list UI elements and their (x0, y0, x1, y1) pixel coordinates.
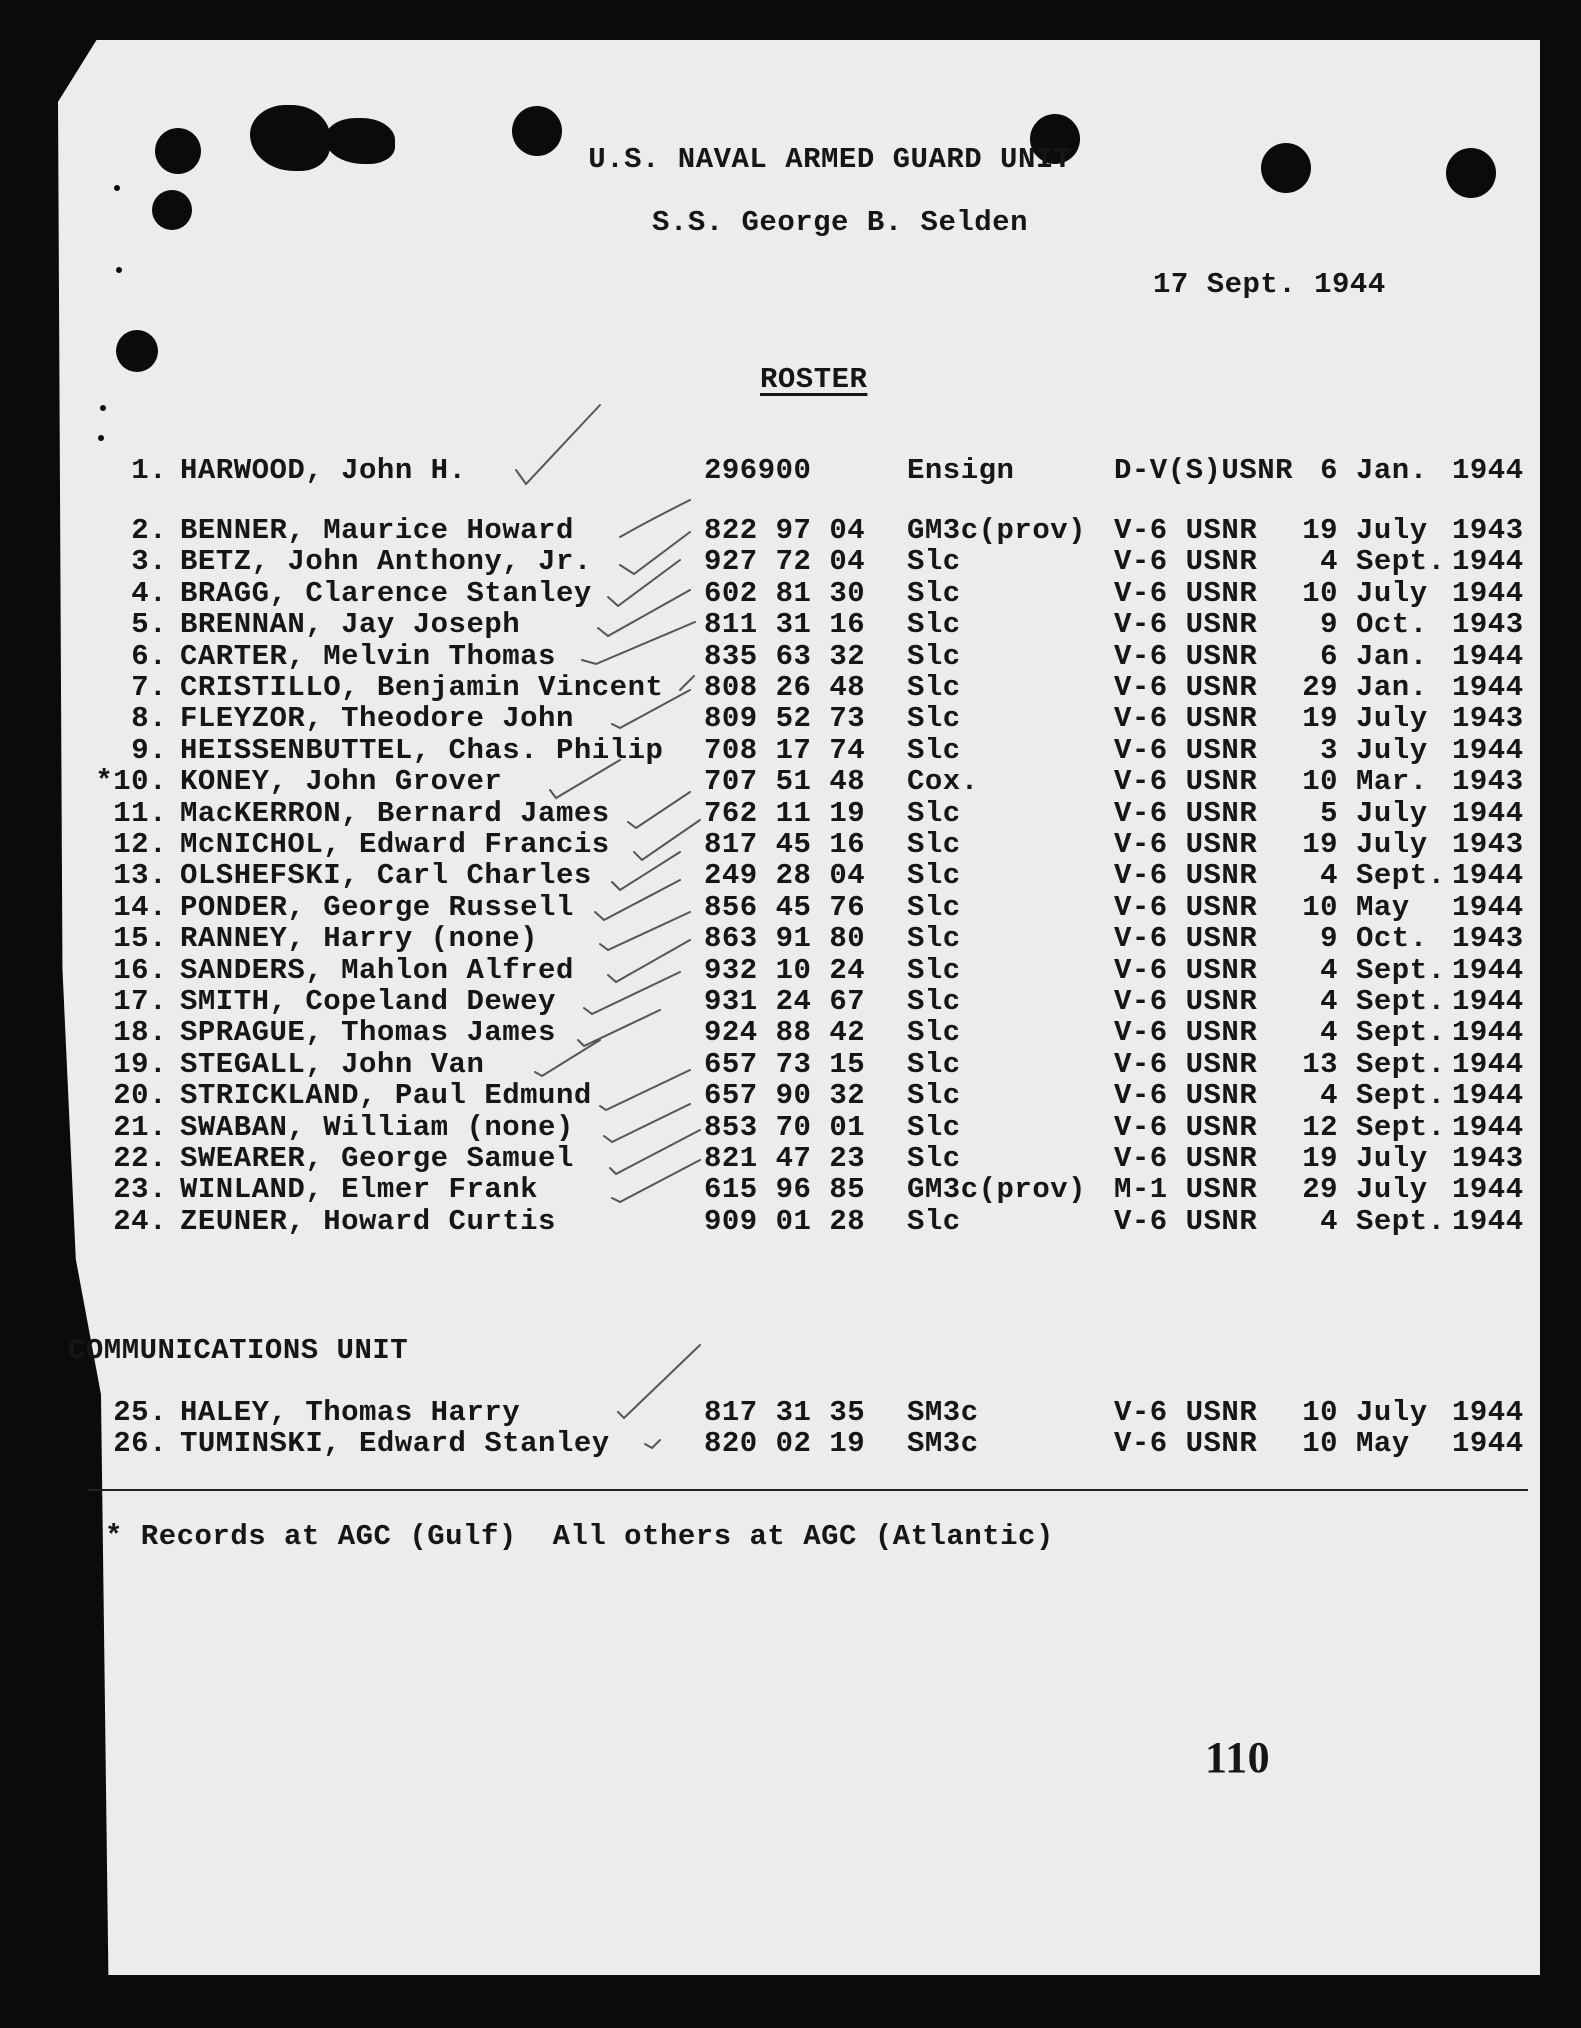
member-name: RANNEY, Harry (none) (180, 922, 539, 956)
date-day: 13 (1302, 1047, 1338, 1081)
classification: V-6 USNR (1114, 1396, 1258, 1429)
page-number: 110 (1205, 1733, 1271, 1782)
member-name: STRICKLAND, Paul Edmund (180, 1079, 592, 1113)
rate: Slc (907, 1110, 961, 1144)
rate: Slc (907, 953, 961, 987)
rate: Slc (907, 796, 961, 830)
roster-row (0, 672, 1581, 704)
date-year: 1943 (1452, 514, 1524, 547)
date-day: 4 (1320, 545, 1338, 579)
rate: Slc (907, 671, 961, 704)
row-number: 22. (113, 1142, 167, 1175)
service-number: 822 97 04 (704, 514, 866, 547)
date-year: 1944 (1452, 454, 1524, 487)
member-name: CRISTILLO, Benjamin Vincent (180, 671, 664, 704)
rate: Slc (907, 922, 961, 956)
row-number: 11. (113, 796, 167, 830)
footnote-rule (88, 1489, 1528, 1491)
date-year: 1944 (1452, 1079, 1524, 1113)
date-year: 1943 (1452, 1142, 1524, 1175)
row-number: 26. (113, 1427, 167, 1460)
roster-row (0, 1080, 1581, 1112)
date-year: 1944 (1452, 576, 1524, 610)
date-month: Sept. (1356, 953, 1446, 987)
date-year: 1944 (1452, 1047, 1524, 1081)
roster-row-officer (0, 455, 1581, 487)
row-number: 19. (113, 1047, 167, 1081)
date-day: 12 (1302, 1110, 1338, 1144)
row-number: 24. (113, 1204, 167, 1238)
rate: Slc (907, 608, 961, 642)
member-name: BRAGG, Clarence Stanley (180, 576, 592, 610)
row-number: 9. (131, 733, 167, 767)
date-month: Jan. (1356, 671, 1428, 704)
date-day: 19 (1302, 1142, 1338, 1175)
rate: Cox. (907, 765, 979, 799)
date-month: Jan. (1356, 639, 1428, 673)
classification: V-6 USNR (1114, 1142, 1258, 1175)
roster-row (0, 546, 1581, 578)
classification: V-6 USNR (1114, 733, 1258, 767)
date-year: 1944 (1452, 953, 1524, 987)
date-day: 4 (1320, 953, 1338, 987)
row-number: 5. (131, 608, 167, 642)
date-year: 1944 (1452, 1396, 1524, 1429)
date-day: 6 (1320, 454, 1338, 487)
service-number: 932 10 24 (704, 953, 866, 987)
classification: V-6 USNR (1114, 1427, 1258, 1460)
member-name: WINLAND, Elmer Frank (180, 1173, 539, 1207)
service-number: 909 01 28 (704, 1204, 866, 1238)
service-number: 835 63 32 (704, 639, 866, 673)
date-year: 1944 (1452, 1204, 1524, 1238)
roster-row (0, 798, 1581, 830)
member-name: CARTER, Melvin Thomas (180, 639, 556, 673)
member-name: HEISSENBUTTEL, Chas. Philip (180, 733, 664, 767)
classification: V-6 USNR (1114, 514, 1258, 547)
date-year: 1944 (1452, 890, 1524, 924)
ship-name: S.S. George B. Selden (652, 206, 1028, 239)
service-number: 856 45 76 (704, 890, 866, 924)
roster-row (0, 578, 1581, 610)
roster-row (0, 986, 1581, 1018)
roster-row (0, 766, 1581, 798)
date-year: 1944 (1452, 1016, 1524, 1050)
date-year: 1943 (1452, 828, 1524, 861)
rate: Slc (907, 890, 961, 924)
service-number: 809 52 73 (704, 702, 866, 736)
service-number: 853 70 01 (704, 1110, 866, 1144)
member-name: HARWOOD, John H. (180, 454, 467, 487)
service-number: 708 17 74 (704, 733, 866, 767)
member-name: PONDER, George Russell (180, 890, 574, 924)
date-day: 4 (1320, 859, 1338, 893)
roster-row (0, 829, 1581, 861)
date-day: 10 (1302, 765, 1338, 799)
service-number: 657 73 15 (704, 1047, 866, 1081)
date-month: Jan. (1356, 454, 1428, 487)
row-number: 20. (113, 1079, 167, 1113)
roster-row (0, 860, 1581, 892)
service-number: 863 91 80 (704, 922, 866, 956)
date-year: 1943 (1452, 608, 1524, 642)
date-year: 1944 (1452, 545, 1524, 579)
member-name: SANDERS, Mahlon Alfred (180, 953, 574, 987)
row-number: 1. (131, 454, 167, 487)
classification: V-6 USNR (1114, 985, 1258, 1018)
date-month: Sept. (1356, 1204, 1446, 1238)
rate: GM3c(prov) (907, 1173, 1087, 1207)
punch-hole (116, 330, 158, 372)
rate: GM3c(prov) (907, 514, 1087, 547)
date-month: Sept. (1356, 985, 1446, 1018)
service-number: 924 88 42 (704, 1016, 866, 1050)
member-name: BRENNAN, Jay Joseph (180, 608, 521, 642)
date-year: 1944 (1452, 733, 1524, 767)
service-number: 811 31 16 (704, 608, 866, 642)
date-year: 1944 (1452, 796, 1524, 830)
date-year: 1944 (1452, 859, 1524, 893)
classification: V-6 USNR (1114, 828, 1258, 861)
classification: V-6 USNR (1114, 702, 1258, 736)
date-month: Sept. (1356, 545, 1446, 579)
row-number: 16. (113, 953, 167, 987)
classification: V-6 USNR (1114, 608, 1258, 642)
classification: V-6 USNR (1114, 545, 1258, 579)
date-day: 10 (1302, 1427, 1338, 1460)
document-date: 17 Sept. 1944 (1153, 268, 1386, 301)
rate: Slc (907, 702, 961, 736)
date-year: 1944 (1452, 985, 1524, 1018)
roster-row (0, 923, 1581, 955)
roster-row (0, 1174, 1581, 1206)
date-month: July (1356, 1396, 1428, 1429)
roster-title: ROSTER (760, 363, 868, 396)
classification: V-6 USNR (1114, 859, 1258, 893)
date-month: May (1356, 890, 1410, 924)
date-day: 9 (1320, 608, 1338, 642)
row-number: 17. (113, 985, 167, 1018)
roster-row (0, 1143, 1581, 1175)
row-number: 13. (113, 859, 167, 893)
service-number: 817 45 16 (704, 828, 866, 861)
rate: SM3c (907, 1427, 979, 1460)
member-name: SMITH, Copeland Dewey (180, 985, 556, 1018)
classification: V-6 USNR (1114, 1016, 1258, 1050)
classification: V-6 USNR (1114, 953, 1258, 987)
row-number: 21. (113, 1110, 167, 1144)
date-year: 1944 (1452, 1173, 1524, 1207)
date-month: July (1356, 514, 1428, 547)
punch-hole (1261, 143, 1311, 193)
edge-mark (116, 267, 122, 273)
service-number: 296900 (704, 454, 812, 487)
row-number: 25. (113, 1396, 167, 1429)
member-name: OLSHEFSKI, Carl Charles (180, 859, 592, 893)
date-month: July (1356, 828, 1428, 861)
date-day: 5 (1320, 796, 1338, 830)
row-number: 18. (113, 1016, 167, 1050)
rate: Slc (907, 985, 961, 1018)
service-number: 927 72 04 (704, 545, 866, 579)
punch-hole (155, 128, 201, 174)
date-month: July (1356, 1142, 1428, 1175)
roster-row (0, 703, 1581, 735)
row-number: 4. (131, 576, 167, 610)
date-day: 29 (1302, 671, 1338, 704)
classification: V-6 USNR (1114, 922, 1258, 956)
classification: V-6 USNR (1114, 890, 1258, 924)
date-year: 1943 (1452, 922, 1524, 956)
service-number: 820 02 19 (704, 1427, 866, 1460)
rate: Slc (907, 1142, 961, 1175)
classification: V-6 USNR (1114, 576, 1258, 610)
row-number: 7. (131, 671, 167, 704)
roster-row (0, 1049, 1581, 1081)
classification: M-1 USNR (1114, 1173, 1258, 1207)
roster-row (0, 1017, 1581, 1049)
row-number: 3. (131, 545, 167, 579)
date-day: 19 (1302, 514, 1338, 547)
date-day: 19 (1302, 828, 1338, 861)
date-month: Sept. (1356, 1016, 1446, 1050)
edge-mark (100, 405, 106, 411)
punch-hole (152, 190, 192, 230)
roster-row (0, 1112, 1581, 1144)
date-month: July (1356, 733, 1428, 767)
date-month: Mar. (1356, 765, 1428, 799)
date-day: 4 (1320, 1079, 1338, 1113)
member-name: BENNER, Maurice Howard (180, 514, 574, 547)
rate: Slc (907, 733, 961, 767)
date-day: 19 (1302, 702, 1338, 736)
classification: V-6 USNR (1114, 1047, 1258, 1081)
member-name: MacKERRON, Bernard James (180, 796, 610, 830)
communications-heading: COMMUNICATIONS UNIT (68, 1334, 409, 1367)
row-number: 14. (113, 890, 167, 924)
member-name: FLEYZOR, Theodore John (180, 702, 574, 736)
roster-row (0, 892, 1581, 924)
rate: Ensign (907, 454, 1015, 487)
date-day: 9 (1320, 922, 1338, 956)
date-day: 4 (1320, 1204, 1338, 1238)
edge-mark (114, 185, 120, 191)
rate: Slc (907, 576, 961, 610)
rate: Slc (907, 545, 961, 579)
date-month: Sept. (1356, 1110, 1446, 1144)
roster-row (0, 955, 1581, 987)
roster-row (0, 1397, 1581, 1429)
member-name: SWEARER, George Samuel (180, 1142, 574, 1175)
classification: V-6 USNR (1114, 796, 1258, 830)
service-number: 821 47 23 (704, 1142, 866, 1175)
date-year: 1943 (1452, 702, 1524, 736)
date-month: July (1356, 796, 1428, 830)
classification: D-V(S)USNR (1114, 454, 1294, 487)
date-month: July (1356, 1173, 1428, 1207)
row-number: 23. (113, 1173, 167, 1207)
classification: V-6 USNR (1114, 671, 1258, 704)
date-year: 1944 (1452, 671, 1524, 704)
rate: Slc (907, 639, 961, 673)
footnote: * Records at AGC (Gulf) All others at AGC (Atlantic) (105, 1520, 1054, 1553)
date-month: July (1356, 576, 1428, 610)
date-day: 10 (1302, 576, 1338, 610)
member-name: STEGALL, John Van (180, 1047, 485, 1081)
date-day: 6 (1320, 639, 1338, 673)
edge-mark (98, 435, 104, 441)
rate: Slc (907, 1079, 961, 1113)
roster-row (0, 1428, 1581, 1460)
member-name: HALEY, Thomas Harry (180, 1396, 521, 1429)
rate: SM3c (907, 1396, 979, 1429)
date-month: May (1356, 1427, 1410, 1460)
row-number: 2. (131, 514, 167, 547)
service-number: 657 90 32 (704, 1079, 866, 1113)
roster-row (0, 641, 1581, 673)
row-number: *10. (95, 765, 167, 799)
roster-row (0, 515, 1581, 547)
classification: V-6 USNR (1114, 1079, 1258, 1113)
service-number: 249 28 04 (704, 859, 866, 893)
classification: V-6 USNR (1114, 1110, 1258, 1144)
service-number: 707 51 48 (704, 765, 866, 799)
row-number: 15. (113, 922, 167, 956)
member-name: SPRAGUE, Thomas James (180, 1016, 556, 1050)
date-month: Oct. (1356, 922, 1428, 956)
roster-row (0, 735, 1581, 767)
service-number: 931 24 67 (704, 985, 866, 1018)
service-number: 602 81 30 (704, 576, 866, 610)
date-year: 1944 (1452, 1427, 1524, 1460)
unit-heading: U.S. NAVAL ARMED GUARD UNIT (588, 143, 1072, 176)
row-number: 12. (113, 828, 167, 861)
date-day: 10 (1302, 890, 1338, 924)
roster-row (0, 1206, 1581, 1238)
date-day: 4 (1320, 985, 1338, 1018)
punch-hole (1446, 148, 1496, 198)
row-number: 8. (131, 702, 167, 736)
date-year: 1944 (1452, 639, 1524, 673)
date-month: Sept. (1356, 1079, 1446, 1113)
member-name: BETZ, John Anthony, Jr. (180, 545, 592, 579)
service-number: 808 26 48 (704, 671, 866, 704)
member-name: McNICHOL, Edward Francis (180, 828, 610, 861)
service-number: 615 96 85 (704, 1173, 866, 1207)
classification: V-6 USNR (1114, 765, 1258, 799)
date-month: Sept. (1356, 859, 1446, 893)
member-name: TUMINSKI, Edward Stanley (180, 1427, 610, 1460)
date-day: 4 (1320, 1016, 1338, 1050)
rate: Slc (907, 1016, 961, 1050)
rate: Slc (907, 859, 961, 893)
service-number: 817 31 35 (704, 1396, 866, 1429)
roster-row (0, 609, 1581, 641)
date-day: 3 (1320, 733, 1338, 767)
rate: Slc (907, 1047, 961, 1081)
date-day: 10 (1302, 1396, 1338, 1429)
row-number: 6. (131, 639, 167, 673)
rate: Slc (907, 1204, 961, 1238)
date-month: Oct. (1356, 608, 1428, 642)
classification: V-6 USNR (1114, 639, 1258, 673)
date-year: 1944 (1452, 1110, 1524, 1144)
date-month: Sept. (1356, 1047, 1446, 1081)
member-name: SWABAN, William (none) (180, 1110, 574, 1144)
member-name: ZEUNER, Howard Curtis (180, 1204, 556, 1238)
date-year: 1943 (1452, 765, 1524, 799)
classification: V-6 USNR (1114, 1204, 1258, 1238)
date-month: July (1356, 702, 1428, 736)
member-name: KONEY, John Grover (180, 765, 503, 799)
date-day: 29 (1302, 1173, 1338, 1207)
service-number: 762 11 19 (704, 796, 866, 830)
rate: Slc (907, 828, 961, 861)
